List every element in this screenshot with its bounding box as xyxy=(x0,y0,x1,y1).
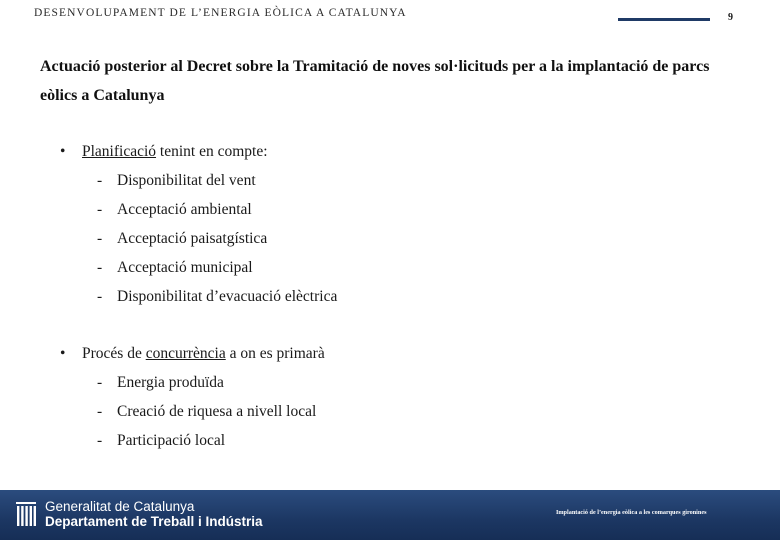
bullet-icon: • xyxy=(60,143,66,160)
list-item xyxy=(60,224,700,253)
list-item xyxy=(60,166,700,195)
dash-icon: - xyxy=(97,403,103,420)
org-name-line1: Generalitat de Catalunya xyxy=(45,499,195,514)
dash-icon: - xyxy=(97,172,103,189)
list-item xyxy=(60,282,700,311)
list-item-text: Energia produïda xyxy=(117,374,224,391)
footer-caption: Implantació de l’energia eòlica a les comarques gironines xyxy=(556,509,707,516)
bullet-item-planificacio xyxy=(60,137,700,166)
list-item-text: Participació local xyxy=(117,432,226,449)
list-item-text: Acceptació municipal xyxy=(117,259,253,276)
list-item-text: Acceptació paisatgística xyxy=(117,230,268,247)
list-item xyxy=(60,195,700,224)
header-title: DESENVOLUPAMENT DE L’ENERGIA EÒLICA A CATALUNYA xyxy=(34,7,407,19)
header-rule xyxy=(618,18,710,21)
list-item-text: Acceptació ambiental xyxy=(117,201,252,218)
dash-icon: - xyxy=(97,230,103,247)
bullet-lead-underlined: concurrència xyxy=(145,345,226,362)
org-name-line2: Departament de Treball i Indústria xyxy=(45,514,263,529)
dash-icon: - xyxy=(97,288,103,305)
list-item xyxy=(60,368,700,397)
dash-icon: - xyxy=(97,432,103,449)
generalitat-logo-icon xyxy=(16,502,36,526)
bullet-list xyxy=(60,137,700,455)
bullet-item-proces xyxy=(60,339,700,368)
page-number: 9 xyxy=(728,12,733,23)
dash-icon: - xyxy=(97,374,103,391)
footer-bar xyxy=(0,490,780,540)
list-item xyxy=(60,397,700,426)
list-item-text: Disponibilitat d’evacuació elèctrica xyxy=(117,288,338,305)
dash-icon: - xyxy=(97,259,103,276)
list-item xyxy=(60,253,700,282)
dash-icon: - xyxy=(97,201,103,218)
bullet-icon: • xyxy=(60,345,66,362)
bullet-lead-rest: tenint en compte: xyxy=(156,143,268,160)
bullet-lead-before: Procés de xyxy=(82,345,146,362)
bullet-lead-after: a on es primarà xyxy=(225,345,325,362)
bullet-lead-underlined: Planificació xyxy=(82,143,157,160)
list-item-text: Disponibilitat del vent xyxy=(117,172,256,189)
list-item-text: Creació de riquesa a nivell local xyxy=(117,403,317,420)
page-title: Actuació posterior al Decret sobre la Tramitació de noves sol·licituds per a la implantació de parcs eòlics a Catalunya xyxy=(40,58,710,104)
list-item xyxy=(60,426,700,455)
spacer xyxy=(60,311,700,339)
